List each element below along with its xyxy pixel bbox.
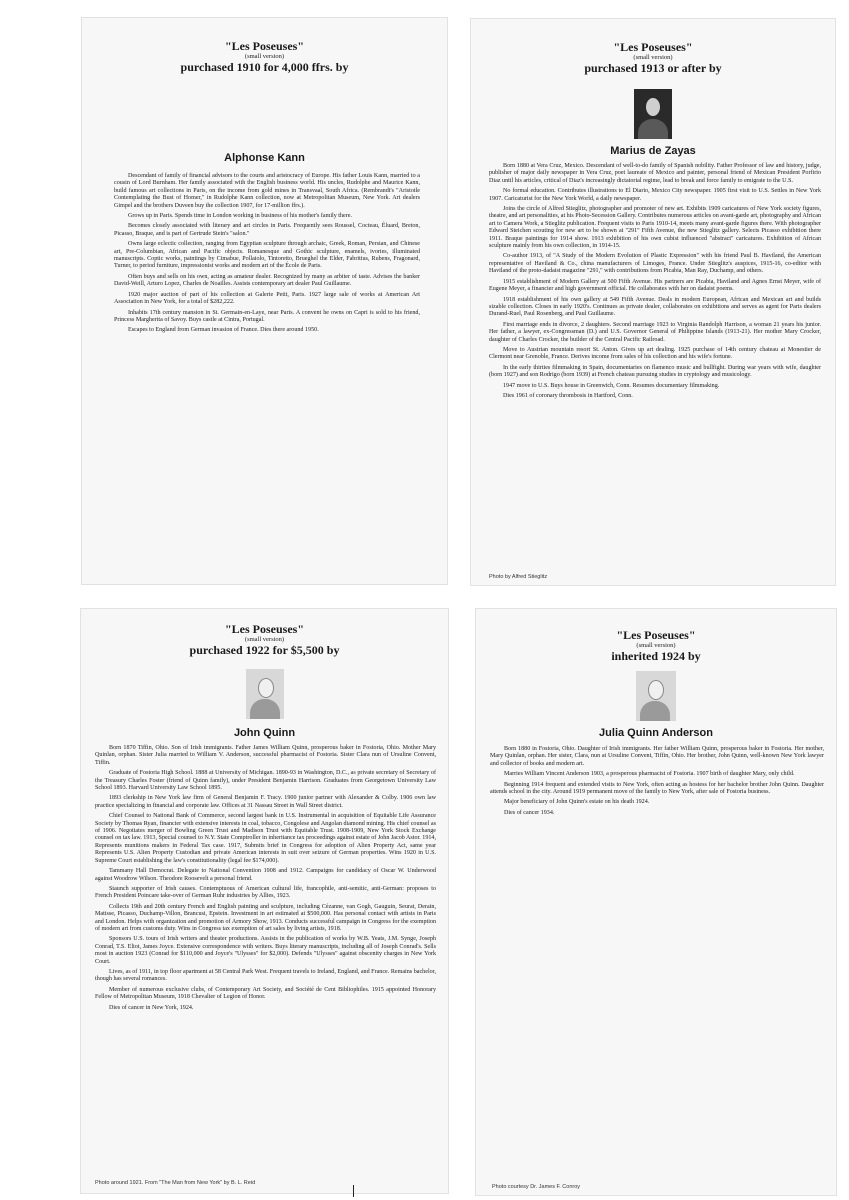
bio-paragraph: Becomes closely associated with literary and art circles in Paris. Frequently sees Roussel, Cocteau, Éluard, Breton, Picasso, Braque, and is part of Gertrude Stein's "salon." (114, 223, 420, 237)
artwork-subtitle: (small version) (244, 636, 285, 643)
bio-paragraph: In the early thirties filmmaking in Spain, documentaries on flamenco music and bullfight. During war years with wife, daughter (born 1927) and son Rodrigo (born 1939) at French chateau pursuing studies in cryptology and musicology. (489, 364, 821, 379)
bio-paragraph: Born 1880 at Vera Cruz, Mexico. Descendant of well-to-do family of Spanish nobility. Father Professor of law and history, judge, publisher of major daily newspaper in Vera Cruz, poet laureate of Mexico and painter, personal friend of Mexican President Porfirio Diaz until his articles, critical of Diaz's increasingly dictatorial regime, lead to break and force family to emigrate to the U.S. (489, 163, 821, 184)
owner-name: Alphonse Kann (224, 152, 305, 164)
panel-julia-quinn-anderson (475, 608, 837, 1196)
bio-paragraph: Often buys and sells on his own, acting as amateur dealer. Recognized by many as arbiter of taste. Advises the banker David-Weill, Arturo Lopez, Charles de Noailles. Assists contemporary art dealer Paul Guillaume. (114, 273, 420, 288)
panel-header (471, 41, 835, 75)
biography (95, 745, 436, 1012)
panel-header (82, 40, 447, 74)
bio-paragraph: Tammany Hall Democrat. Delegate to National Convention 1908 and 1912. Campaigns for candidacy of Oscar W. Underwood against Woodrow Wilson. Theodore Roosevelt a personal friend. (95, 868, 436, 882)
artwork-subtitle: (small version) (636, 642, 676, 649)
bio-paragraph: Staunch supporter of Irish causes. Contemptuous of American cultural life, francophile, anti-semitic, anti-German: proposes to French President Poincare take-over of German Ruhr industries by Allies, 1923. (95, 885, 436, 900)
bio-paragraph: Born 1870 Tiffin, Ohio. Son of Irish immigrants. Father James William Quinn, prosperous baker in Fostoria, Ohio. Mother Mary Quinlan, orphan. Sister Julia married to William V. Anderson, successful pharmacist of Fostoria. Sister Clara nun of Ursuline Convent, Tiffin. (95, 745, 436, 766)
photo-credit: Photo around 1921. From "The Man from New York" by B. L. Reid (95, 1180, 256, 1186)
panel-alphonse-kann (81, 17, 448, 585)
bio-paragraph: 1893 clerkship in New York law firm of General Benjamin F. Tracy. 1900 junior partner with Alexander & Colby. 1906 own law practice specializing in financial and corporate law. Offices at 31 Nassau Street in Wall Street district. (95, 795, 436, 809)
owner-name: Julia Quinn Anderson (599, 727, 713, 739)
panel-header (81, 623, 448, 657)
bio-paragraph: Dies of cancer 1934. (504, 809, 555, 816)
artwork-title: "Les Poseuses" (613, 40, 693, 54)
photo-credit: Photo by Alfred Stieglitz (489, 574, 548, 580)
artwork-subtitle: (small version) (244, 53, 285, 60)
artwork-title: "Les Poseuses" (225, 622, 304, 636)
biography (114, 173, 420, 335)
portrait-photo (246, 669, 284, 719)
panel-john-quinn (80, 608, 449, 1194)
owner-name: Marius de Zayas (610, 145, 696, 157)
purchase-line: purchased 1922 for $5,500 by (189, 643, 340, 657)
bio-paragraph: Beginning 1914 frequent and extended visits to New York, often acting as hostess for her bachelor brother John Quinn. Daughter attends school in the city. Around 1919 permanent move of the family to New York, after sale of Fostoria business. (490, 781, 824, 796)
scan-mark (353, 1185, 354, 1197)
biography (490, 746, 824, 817)
bio-paragraph: 1915 establishment of Modern Gallery at 500 Fifth Avenue. His partners are Picabia, Haviland and Agnes Ernst Meyer, wife of Eugene Meyer, a financier and high government official. He collaborates with her on dadaist poems. (489, 278, 821, 293)
bio-paragraph: 1918 establishment of his own gallery at 549 Fifth Avenue. Deals in modern European, African and Mexican art and builds sizable collection. Closes in early 1920's. Continues as private dealer, collaborates on exhibitions and serves as agent for Paris dealers Durand-Ruel, Paul Rosenberg, and Paul Guillaume. (489, 296, 821, 318)
photo-credit: Photo courtesy Dr. James F. Conroy (492, 1184, 581, 1190)
panel-header (476, 629, 836, 663)
artwork-title: "Les Poseuses" (616, 628, 696, 642)
bio-paragraph: Descendant of family of financial advisors to the courts and aristocracy of Europe. His father Louis Kann, married to a cousin of Lord Burnham. Her family associated with the English business world. His uncles, Rudolphe and Maurice Kann, build famous art collections in Paris, on the income from gold mines in Transvaal, South Africa. (Rembrandt's "Aristotle Contemplating the Bust of Homer," in Rudolphe Kann collection, now at Metropolitan Museum, New York. Art dealers Gimpel and the brothers Duveen buy the collection 1907, for 17-million ffrs.). (114, 173, 420, 209)
purchase-line: inherited 1924 by (611, 649, 701, 663)
panel-marius-de-zayas (470, 18, 836, 586)
artwork-title: "Les Poseuses" (225, 39, 304, 53)
portrait-photo (636, 671, 676, 721)
bio-paragraph: Member of numerous exclusive clubs, of Contemporary Art Society, and Société de Cent Bibliophiles. 1915 appointed Honorary Fellow of Metropolitan Museum, 1918 Chevalier of Legion of Honor. (95, 986, 436, 1001)
bio-paragraph: Collects 19th and 20th century French and English painting and sculpture, including Cézanne, van Gogh, Gauguin, Seurat, Derain, Matisse, Picasso, Duchamp-Villon, Brancusi, Epstein. Investment in art estimated at $500,000. Has personal contact with artists in Paris and London. Helps with organization and promotion of Armory Show, 1913. Conducts successful campaign in Congress for the exemption of modern art from customs duty. Wins in Congress tax exemption of art sales by living artists, 1918. (95, 903, 436, 932)
bio-paragraph: Chief Counsel to National Bank of Commerce, second largest bank in U.S. Instrumental in acquisition of Equitable Life Assurance Society by Thomas Ryan, financier with extensive interests in coal, tobacco, Congolese and Angolan diamond mining. His chief counsel as of 1906. Negotiates merger of Bowling Green Trust and Madison Trust with Equitable Trust. 1908-1909, New York Stock Exchange counsel on tax law. 1913, Special counsel to N.Y. State Comptroller in inheritance tax proceedings against estate of John Jacob Astor. 1914, Represents munitions makers in Federal Tax case. 1917, Submits brief in Congress for adoption of Alien Property Act, same year Represents U.S. Alien Property Custodian and private American interests in suit over seizure of German properties. Wins 1920 in U.S. Supreme Court establishing the law's constitutionality (legal fee $174,000). (95, 813, 436, 864)
bio-paragraph: Marries William Vincent Anderson 1903, a prosperous pharmacist of Fostoria. 1907 birth of daughter Mary, only child. (504, 771, 795, 778)
bio-paragraph: Lives, as of 1911, in top floor apartment at 58 Central Park West. Frequent travels to Ireland, England, and France. Remains bachelor, though has several romances. (95, 968, 436, 983)
bio-paragraph: Graduate of Fostoria High School. 1888 at University of Michigan. 1890-93 in Washington, D.C., as private secretary of Secretary of the Treasury Charles Foster (friend of Quinn family), under President Benjamin Harrison. Graduates from Georgetown University Law School 1893. Harvard University Law School 1895. (95, 770, 436, 792)
bio-paragraph: Inhabits 17th century mansion in St. Germain-en-Laye, near Paris. A convent he owns on Capri is sold to his friend, Princess Margherita of Savoy. Buys castle at Cintra, Portugal. (114, 309, 420, 323)
bio-paragraph: Move to Austrian mountain resort St. Anton. Gives up art dealing. 1925 purchase of 14th century chateau at Monestier de Clermont near Grenoble, France. Derives income from sales of his collection and his wife's fortune. (489, 346, 821, 361)
owner-name: John Quinn (233, 727, 296, 739)
portrait-photo (634, 89, 672, 139)
purchase-line: purchased 1910 for 4,000 ffrs. by (180, 60, 349, 74)
bio-paragraph: 1947 move to U.S. Buys house in Greenwich, Conn. Resumes documentary filmmaking. (503, 382, 720, 389)
bio-paragraph: Escapes to England from German invasion of France. Dies there around 1950. (128, 327, 319, 334)
bio-paragraph: Co-author 1913, of "A Study of the Modern Evolution of Plastic Expression" with his friend Paul B. Haviland, the American representative of Haviland & Co., china manufacturers of Limoges, France. Under Stieglitz's auspices, 1915-16, co-editor with Haviland of the proto-dadaist magazine "291," with contributions from Picabia, Man Ray, Duchamp, and others. (489, 253, 821, 275)
purchase-line: purchased 1913 or after by (584, 61, 722, 75)
bio-paragraph: Grows up in Paris. Spends time in London working in business of his mother's family there. (128, 213, 353, 220)
bio-paragraph: First marriage ends in divorce, 2 daughters. Second marriage 1923 to Virginia Randolph Harrison, a woman 21 years his junior. Her father, a lawyer, ex-Congressman (D.) and U.S. Governor General of Philippine Islands (1913-21). Her mother Mary Crocker, daughter of Charles Crocker, the builder of the Central Pacific Railroad. (489, 321, 821, 343)
bio-paragraph: Joins the circle of Alfred Stieglitz, photographer and promoter of new art. Exhibits 1909 caricatures of New York society figures, theatre, and art personalities, at his Photo-Secession Gallery. Contributes numerous articles on avant-garde art, photography and African art to Camera Work, a Stieglitz publication. Frequent visits to Paris 1910-14, meets many avant-garde figures there. With photographer Edward Steichen scouting for new art to be shown at "291" Fifth Avenue, the new Stieglitz gallery. Selects Picasso exhibition there 1911. Braque paintings for 1914 show. 1913 exhibition of his own cubist influenced "abstract" caricatures. Exhibition of African sculpture mainly from his own collection, in 1914-15. (489, 206, 821, 250)
bio-paragraph: 1920 major auction of part of his collection at Galerie Petit, Paris. 1927 large sale of works at American Art Association in New York, for a total of $282,222. (114, 291, 420, 306)
artwork-subtitle: (small version) (633, 54, 673, 61)
bio-paragraph: Sponsors U.S. tours of Irish writers and theater productions. Assists in the publication of works by W.B. Yeats, J.M. Synge, Joseph Conrad, T.S. Eliot, James Joyce. Extensive correspondence with writers. Buys literary manuscripts, including all of Joseph Conrad's. Sells most in auction 1923 (Conrad for $110,000 and Joyce's "Ulysses" for $2,000). Defends "Ulysses" against obscenity charges in New York Court. (95, 936, 436, 965)
bio-paragraph: Dies 1961 of coronary thrombosis in Hartford, Conn. (503, 392, 633, 399)
biography (489, 163, 821, 400)
bio-paragraph: No formal education. Contributes illustrations to El Diario, Mexico City newspaper. 1905 first visit to U.S. Settles in New York 1907. Caricaturist for the New York World, a daily newspaper. (489, 188, 821, 202)
bio-paragraph: Major beneficiary of John Quinn's estate on his death 1924. (504, 799, 650, 806)
bio-paragraph: Dies of cancer in New York, 1924. (109, 1004, 194, 1011)
bio-paragraph: Owns large eclectic collection, ranging from Egyptian sculpture through archaic, Greek, Roman, Persian, and Chinese art, Pre-Columbian, African and Pacific objects. Romanesque and Gothic sculpture, enamels, ivories, illuminated manuscripts. Coptic works, paintings by Cimabue, Pollaiolo, Tintoretto, Brueghel the Elder, Fabritius, Rubens, Fragonard, Turner, to period furniture, impressionist works and modern art of the École de Paris. (114, 241, 420, 270)
bio-paragraph: Born 1880 in Fostoria, Ohio. Daughter of Irish immigrants. Her father William Quinn, prosperous baker in Fostoria. Her mother, Mary Quinlan, orphan. Her sister, Clara, nun at Ursuline Convent, Tiffin, Ohio. Her brother, John Quinn, well-known New York lawyer and collector of books and modern art. (490, 746, 824, 767)
